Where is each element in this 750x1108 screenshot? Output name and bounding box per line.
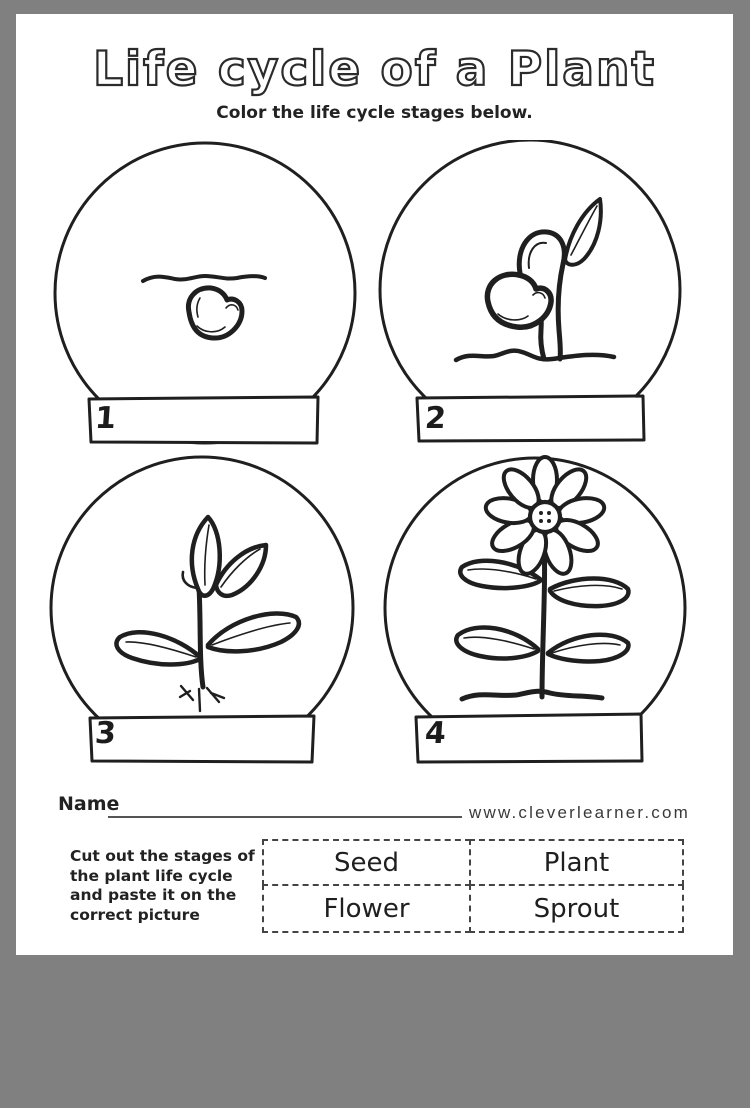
- page-title: Life cycle of a Plant: [93, 42, 656, 97]
- cutout-cell-flower: Flower: [262, 884, 471, 933]
- seedling-globe-drawing: [40, 455, 370, 773]
- stage-panel-3: [40, 455, 370, 773]
- seedling-drawing: [116, 517, 298, 711]
- name-write-line: [108, 816, 462, 818]
- instruction-line: Cut out the stages of: [70, 847, 255, 865]
- stage-number-label: 3: [93, 716, 118, 751]
- page-subtitle: Color the life cycle stages below.: [216, 103, 533, 123]
- stage-panel-2: [370, 140, 700, 458]
- leaf: [216, 545, 266, 596]
- stage-panel-4: [370, 455, 700, 773]
- leaf: [550, 579, 628, 607]
- cutout-cell-seed: Seed: [262, 839, 471, 886]
- cutout-cell-plant: Plant: [469, 839, 684, 886]
- instruction-line: the plant life cycle: [70, 866, 233, 885]
- seed-globe-drawing: [40, 140, 370, 458]
- leaf: [548, 635, 628, 662]
- leaf: [208, 613, 299, 651]
- stage-number-label: 1: [93, 401, 118, 436]
- stage-panel-1: [40, 140, 370, 458]
- flowering-plant-drawing: [456, 457, 628, 699]
- seed-drawing: [143, 276, 265, 338]
- ground-line: [462, 691, 602, 699]
- instruction-line: correct picture: [70, 905, 200, 924]
- sprout-drawing: [456, 199, 614, 360]
- cutout-cell-sprout: Sprout: [469, 884, 684, 933]
- soil-line: [143, 276, 265, 281]
- ground-line: [456, 351, 614, 360]
- worksheet-page: [16, 14, 733, 955]
- name-label: Name: [58, 793, 120, 815]
- stage-number-label: 2: [423, 401, 448, 436]
- roots: [180, 686, 224, 711]
- cutout-instructions: [70, 847, 255, 925]
- cutout-label-grid: [263, 840, 683, 932]
- leaf: [456, 627, 538, 658]
- flowering-plant-globe-drawing: [370, 455, 700, 773]
- stage-number-label: 4: [423, 716, 448, 751]
- website-url: www.cleverlearner.com: [469, 803, 690, 822]
- leaf: [116, 632, 200, 664]
- instruction-line: and paste it on the: [70, 886, 237, 904]
- sprout-globe-drawing: [370, 140, 700, 458]
